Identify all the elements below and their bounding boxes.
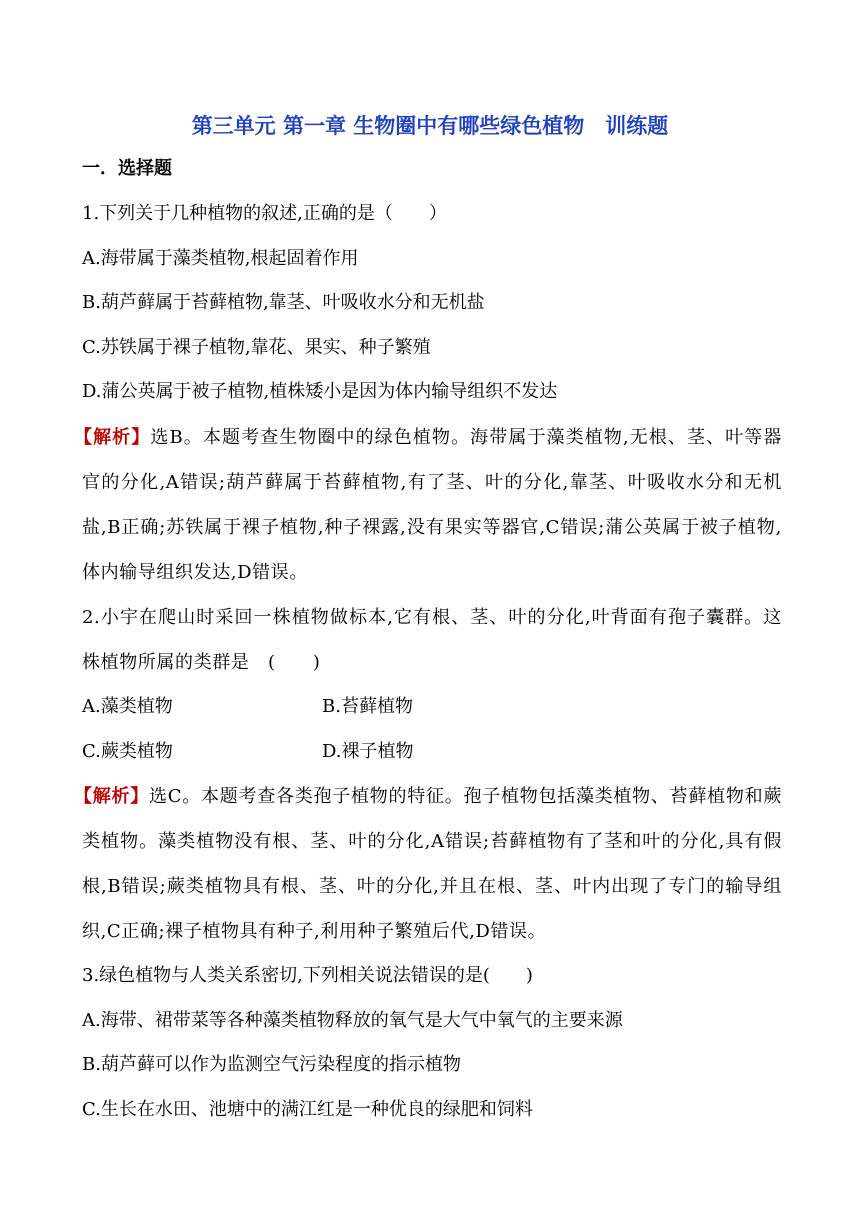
- question-1-analysis: [74, 415, 782, 595]
- document-body: [74, 152, 783, 1133]
- question-3-stem: 3.绿色植物与人类关系密切,下列相关说法错误的是( ): [82, 965, 533, 987]
- document-title: 第三单元 第一章 生物圈中有哪些绿色植物 训练题: [191, 114, 669, 138]
- question-2-option-d: D.裸子植物: [322, 740, 414, 762]
- question-2-option-c: C.蕨类植物: [82, 740, 173, 762]
- question-1-option-b: B.葫芦藓属于苔藓植物,靠茎、叶吸收水分和无机盐: [82, 292, 485, 314]
- question-1-option-d: D.蒲公英属于被子植物,植株矮小是因为体内输导组织不发达: [82, 381, 558, 403]
- question-2-stem: 2.小宇在爬山时采回一株植物做标本,它有根、茎、叶的分化,叶背面有孢子囊群。这株植物所属的类群是 ( ): [82, 606, 782, 673]
- question-3-option-b: B.葫芦藓可以作为监测空气污染程度的指示植物: [82, 1054, 461, 1076]
- question-1-analysis-text: 选B。本题考查生物圈中的绿色植物。海带属于藻类植物,无根、茎、叶等器官的分化,A错误;葫芦藓属于苔藓植物,有了茎、叶的分化,靠茎、叶吸收水分和无机盐,B正确;苏铁属于裸子植物,种子裸露,没有果实等器官,C错误;蒲公英属于被子植物,体内输导组织发达,D错误。: [82, 426, 782, 583]
- question-1-option-c: C.苏铁属于裸子植物,靠花、果实、种子繁殖: [82, 336, 431, 358]
- analysis-tag: 【解析】: [74, 786, 149, 808]
- section-heading: 一．选择题: [82, 158, 172, 179]
- question-2-option-a: A.藻类植物: [82, 695, 173, 717]
- question-3-option-c: C.生长在水田、池塘中的满江红是一种优良的绿肥和饲料: [82, 1098, 533, 1120]
- question-2-options-row-1: [82, 685, 782, 730]
- question-1-stem: 1.下列关于几种植物的叙述,正确的是（ ）: [82, 203, 447, 224]
- question-2-options-row-2: [82, 730, 782, 775]
- analysis-tag: 【解析】: [74, 426, 151, 448]
- question-2-option-b: B.苔藓植物: [322, 695, 413, 717]
- question-1-option-a: A.海带属于藻类植物,根起固着作用: [82, 247, 359, 269]
- question-2-analysis: [74, 774, 783, 954]
- question-2-analysis-text: 选C。本题考查各类孢子植物的特征。孢子植物包括藻类植物、苔藓植物和蕨类植物。藻类植物没有根、茎、叶的分化,A错误;苔藓植物有了茎和叶的分化,具有假根,B错误;蕨类植物具有根、茎、叶的分化,并且在根、茎、叶内出现了专门的输导组织,C正确;裸子植物具有种子,利用种子繁殖后代,D错误。: [82, 786, 783, 943]
- question-3-option-a: A.海带、裙带菜等各种藻类植物释放的氧气是大气中氧气的主要来源: [82, 1009, 623, 1031]
